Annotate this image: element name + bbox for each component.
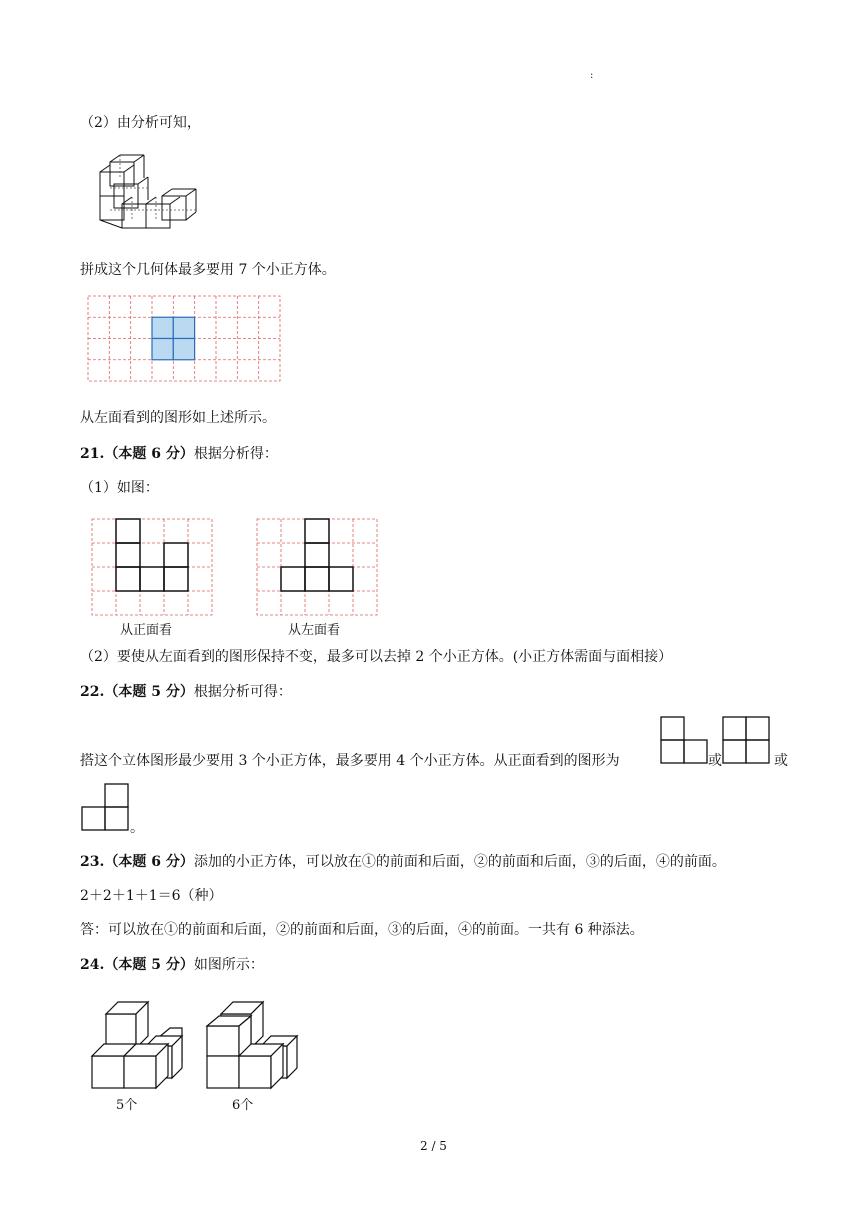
header-mark: : (590, 70, 594, 81)
q24-figure-6-cubes (205, 1000, 301, 1092)
q24-heading-rest: 如图所示： (193, 957, 264, 973)
q21-heading: 21.（本题 6 分） (80, 446, 194, 462)
q23-heading: 23.（本题 6 分） (80, 854, 194, 870)
q22-heading-rest: 根据分析可得： (193, 684, 292, 700)
q20-max-text: 拼成这个几何体最多要用 7 个小正方体。 (80, 262, 336, 278)
q22-body: 搭这个立体图形最少要用 3 个小正方体，最多要用 4 个小正方体。从正面看到的图形为 (80, 753, 620, 769)
q21-caption-left: 从左面看 (288, 623, 341, 638)
page-number: 2 / 5 (420, 1139, 447, 1153)
q20-left-view-text: 从左面看到的图形如上述所示。 (80, 410, 276, 426)
q22-shape-1 (660, 716, 710, 764)
q20-part2-intro: （2）由分析可知， (80, 115, 201, 131)
q21-caption-front: 从正面看 (120, 623, 173, 638)
q20-cube-figure (92, 152, 212, 244)
q22-shape-2 (722, 716, 772, 764)
q21-part2: （2）要使从左面看到的图形保持不变，最多可以去掉 2 个小正方体。(小正方体需面与面相接） (80, 649, 673, 665)
q23-equation: 2＋2＋1＋1＝6（种） (80, 888, 223, 904)
q21-front-view-grid (92, 519, 214, 617)
q24-heading: 24.（本题 5 分） (80, 957, 194, 973)
q24-figure-5-cubes (90, 1000, 186, 1092)
q23-heading-rest: 添加的小正方体，可以放在①的前面和后面，②的前面和后面，③的后面，④的前面。 (193, 854, 726, 870)
q24-caption-2: 6个 (232, 1098, 254, 1113)
q22-heading: 22.（本题 5 分） (80, 684, 194, 700)
q22-or-1: 或 (708, 753, 722, 769)
q22-or-2: 或 (774, 753, 788, 769)
q20-left-view-grid (88, 296, 282, 382)
q21-heading-rest: 根据分析得： (193, 446, 278, 462)
q21-left-view-grid (257, 519, 379, 617)
q21-part1: （1）如图： (80, 480, 159, 496)
q22-end: 。 (130, 820, 144, 836)
q24-caption-1: 5个 (116, 1098, 138, 1113)
q22-shape-3 (81, 783, 131, 831)
blue-square-block (152, 317, 195, 360)
q23-answer: 答：可以放在①的前面和后面，②的前面和后面，③的后面，④的前面。一共有 6 种添法。 (80, 922, 644, 938)
